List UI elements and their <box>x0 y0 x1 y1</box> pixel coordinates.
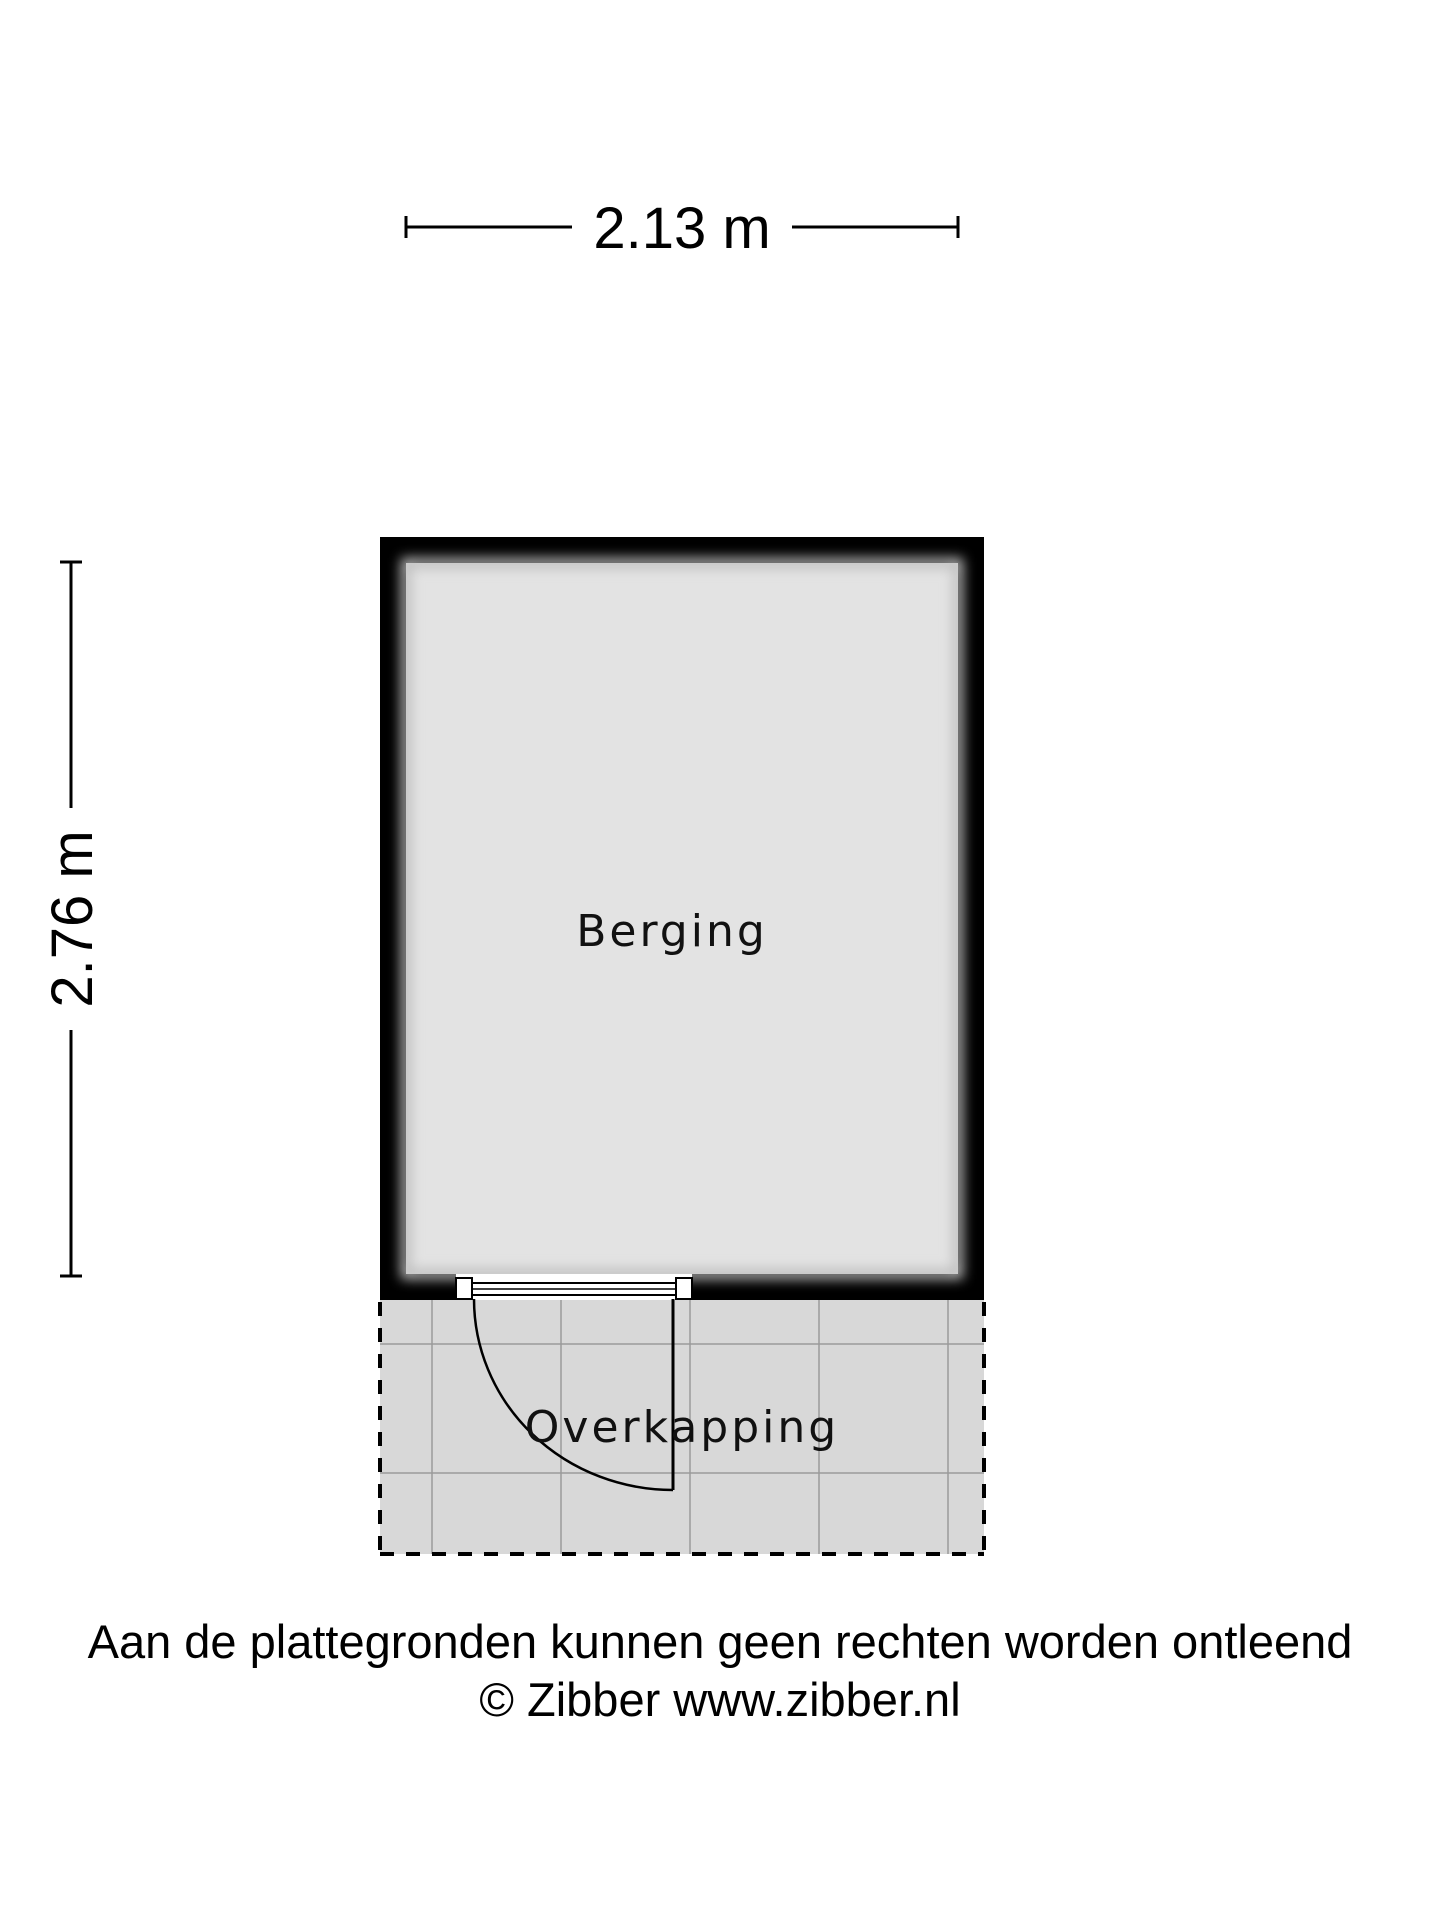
width-label: 2.13 m <box>593 196 771 261</box>
disclaimer-text: Aan de plattegronden kunnen geen rechten worden ontleend <box>87 1615 1353 1668</box>
height-label: 2.76 m <box>40 830 105 1008</box>
width-dimension <box>406 196 958 261</box>
storage-room-label: Berging <box>576 906 768 957</box>
height-dimension <box>40 562 105 1276</box>
canopy-label: Overkapping <box>524 1402 840 1453</box>
copyright-text: © Zibber www.zibber.nl <box>479 1673 961 1726</box>
